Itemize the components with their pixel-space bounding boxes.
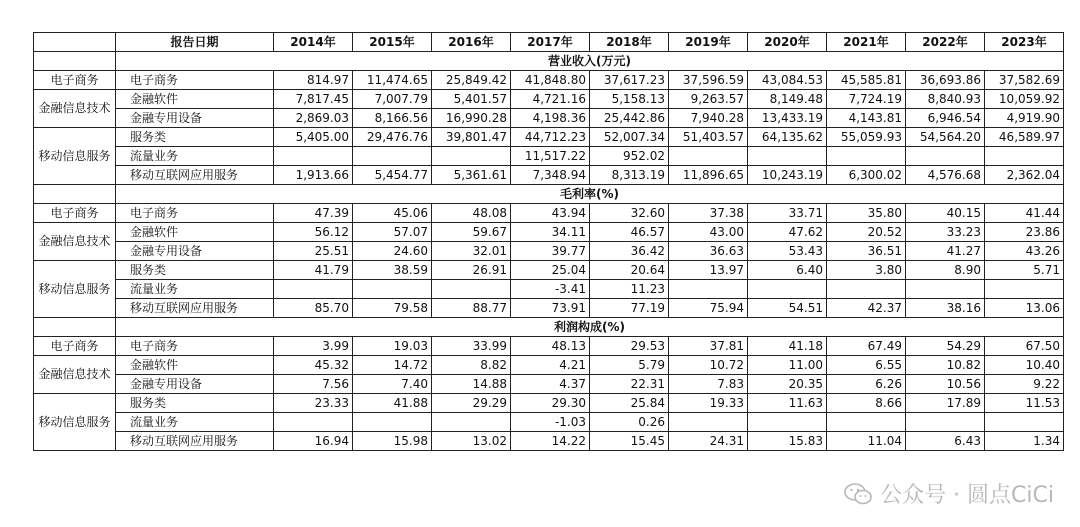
value-cell: 47.62 — [748, 223, 827, 242]
value-cell — [906, 280, 985, 299]
value-cell: 8,840.93 — [906, 90, 985, 109]
header-year: 2016年 — [432, 33, 511, 52]
value-cell: 36.63 — [669, 242, 748, 261]
value-cell — [669, 413, 748, 432]
value-cell: 13.06 — [985, 299, 1064, 318]
value-cell: 37,582.69 — [985, 71, 1064, 90]
value-cell: 6,946.54 — [906, 109, 985, 128]
value-cell: 4,576.68 — [906, 166, 985, 185]
value-cell: 814.97 — [274, 71, 353, 90]
value-cell: 5.71 — [985, 261, 1064, 280]
table-row — [34, 356, 1064, 375]
category-cell: 电子商务 — [34, 71, 116, 90]
section-blank — [34, 52, 116, 71]
value-cell: 7,940.28 — [669, 109, 748, 128]
value-cell: 2,362.04 — [985, 166, 1064, 185]
value-cell: 88.77 — [432, 299, 511, 318]
section-title: 利润构成(%) — [116, 318, 1064, 337]
value-cell — [353, 280, 432, 299]
value-cell: 4,143.81 — [827, 109, 906, 128]
table-row — [34, 413, 1064, 432]
value-cell: 13,433.19 — [748, 109, 827, 128]
value-cell: 29.29 — [432, 394, 511, 413]
row-label: 服务类 — [116, 394, 274, 413]
value-cell: 7.56 — [274, 375, 353, 394]
header-year: 2023年 — [985, 33, 1064, 52]
value-cell: 43.94 — [511, 204, 590, 223]
value-cell: 67.50 — [985, 337, 1064, 356]
value-cell: 54.51 — [748, 299, 827, 318]
value-cell — [432, 147, 511, 166]
value-cell: 36.42 — [590, 242, 669, 261]
table-row — [34, 280, 1064, 299]
value-cell: 7.83 — [669, 375, 748, 394]
value-cell: 41.27 — [906, 242, 985, 261]
value-cell: 1.34 — [985, 432, 1064, 451]
value-cell: 41,848.80 — [511, 71, 590, 90]
category-cell: 移动信息服务 — [34, 261, 116, 318]
row-label: 金融专用设备 — [116, 375, 274, 394]
table-row — [34, 71, 1064, 90]
table-row — [34, 223, 1064, 242]
value-cell: 48.13 — [511, 337, 590, 356]
value-cell: 45.06 — [353, 204, 432, 223]
value-cell: 6.40 — [748, 261, 827, 280]
value-cell — [669, 280, 748, 299]
value-cell: 24.31 — [669, 432, 748, 451]
value-cell: 2,869.03 — [274, 109, 353, 128]
value-cell: 0.26 — [590, 413, 669, 432]
value-cell: 55,059.93 — [827, 128, 906, 147]
value-cell — [353, 413, 432, 432]
row-label: 移动互联网应用服务 — [116, 299, 274, 318]
value-cell: 42.37 — [827, 299, 906, 318]
value-cell: 5,158.13 — [590, 90, 669, 109]
value-cell: 8.66 — [827, 394, 906, 413]
value-cell: 11,474.65 — [353, 71, 432, 90]
row-label: 流量业务 — [116, 413, 274, 432]
value-cell: 41.44 — [985, 204, 1064, 223]
category-cell: 电子商务 — [34, 204, 116, 223]
value-cell: 9.22 — [985, 375, 1064, 394]
value-cell — [432, 413, 511, 432]
value-cell: 6.43 — [906, 432, 985, 451]
category-cell: 移动信息服务 — [34, 128, 116, 185]
value-cell: 43.26 — [985, 242, 1064, 261]
value-cell — [985, 280, 1064, 299]
value-cell — [669, 147, 748, 166]
value-cell: 41.18 — [748, 337, 827, 356]
value-cell: 7,817.45 — [274, 90, 353, 109]
value-cell: 37,596.59 — [669, 71, 748, 90]
value-cell: 8,149.48 — [748, 90, 827, 109]
table-row — [34, 432, 1064, 451]
row-label: 流量业务 — [116, 147, 274, 166]
value-cell: 77.19 — [590, 299, 669, 318]
header-blank — [34, 33, 116, 52]
value-cell: 37,617.23 — [590, 71, 669, 90]
value-cell: 3.80 — [827, 261, 906, 280]
value-cell: 54.29 — [906, 337, 985, 356]
value-cell: 6,300.02 — [827, 166, 906, 185]
table-row — [34, 109, 1064, 128]
row-label: 服务类 — [116, 261, 274, 280]
value-cell: 45,585.81 — [827, 71, 906, 90]
value-cell: 5.79 — [590, 356, 669, 375]
value-cell — [274, 280, 353, 299]
value-cell — [748, 147, 827, 166]
value-cell: 10.56 — [906, 375, 985, 394]
value-cell: 16,990.28 — [432, 109, 511, 128]
value-cell: 51,403.57 — [669, 128, 748, 147]
value-cell: 33.23 — [906, 223, 985, 242]
value-cell: 20.35 — [748, 375, 827, 394]
value-cell: 8,313.19 — [590, 166, 669, 185]
value-cell — [432, 280, 511, 299]
value-cell: 13.02 — [432, 432, 511, 451]
value-cell: 7,724.19 — [827, 90, 906, 109]
value-cell: 8.90 — [906, 261, 985, 280]
value-cell: 33.71 — [748, 204, 827, 223]
table-row — [34, 166, 1064, 185]
value-cell: 54,564.20 — [906, 128, 985, 147]
table-row — [34, 128, 1064, 147]
section-row — [34, 52, 1064, 71]
value-cell: 10,243.19 — [748, 166, 827, 185]
value-cell: 38.59 — [353, 261, 432, 280]
row-label: 电子商务 — [116, 71, 274, 90]
value-cell: 43.00 — [669, 223, 748, 242]
value-cell: 29.30 — [511, 394, 590, 413]
value-cell: 19.33 — [669, 394, 748, 413]
value-cell: 7,348.94 — [511, 166, 590, 185]
value-cell — [353, 147, 432, 166]
value-cell: 11.04 — [827, 432, 906, 451]
row-label: 服务类 — [116, 128, 274, 147]
row-label: 流量业务 — [116, 280, 274, 299]
row-label: 金融专用设备 — [116, 109, 274, 128]
value-cell: 20.52 — [827, 223, 906, 242]
value-cell: 14.22 — [511, 432, 590, 451]
value-cell: 29,476.76 — [353, 128, 432, 147]
value-cell: 35.80 — [827, 204, 906, 223]
value-cell: 48.08 — [432, 204, 511, 223]
value-cell: 41.79 — [274, 261, 353, 280]
value-cell: 37.38 — [669, 204, 748, 223]
section-blank — [34, 185, 116, 204]
category-cell: 移动信息服务 — [34, 394, 116, 451]
value-cell: 40.15 — [906, 204, 985, 223]
category-cell: 金融信息技术 — [34, 90, 116, 128]
value-cell — [748, 413, 827, 432]
value-cell: 11.23 — [590, 280, 669, 299]
row-label: 电子商务 — [116, 204, 274, 223]
value-cell: 36.51 — [827, 242, 906, 261]
value-cell: 16.94 — [274, 432, 353, 451]
section-title: 营业收入(万元) — [116, 52, 1064, 71]
value-cell: 79.58 — [353, 299, 432, 318]
header-year: 2019年 — [669, 33, 748, 52]
value-cell: 25.04 — [511, 261, 590, 280]
value-cell: 15.83 — [748, 432, 827, 451]
value-cell: 5,361.61 — [432, 166, 511, 185]
value-cell: 34.11 — [511, 223, 590, 242]
value-cell: 10,059.92 — [985, 90, 1064, 109]
value-cell: 20.64 — [590, 261, 669, 280]
value-cell: 33.99 — [432, 337, 511, 356]
row-label: 移动互联网应用服务 — [116, 166, 274, 185]
value-cell — [827, 280, 906, 299]
section-title: 毛利率(%) — [116, 185, 1064, 204]
value-cell: 6.26 — [827, 375, 906, 394]
value-cell — [274, 413, 353, 432]
value-cell: 25,442.86 — [590, 109, 669, 128]
value-cell: 46.57 — [590, 223, 669, 242]
table-row — [34, 90, 1064, 109]
value-cell: 4.37 — [511, 375, 590, 394]
header-row — [34, 33, 1064, 52]
row-label: 金融软件 — [116, 90, 274, 109]
value-cell: 11.63 — [748, 394, 827, 413]
value-cell: 5,401.57 — [432, 90, 511, 109]
value-cell: 85.70 — [274, 299, 353, 318]
value-cell: 5,405.00 — [274, 128, 353, 147]
value-cell: 10.40 — [985, 356, 1064, 375]
value-cell — [827, 413, 906, 432]
value-cell: 73.91 — [511, 299, 590, 318]
row-label: 金融专用设备 — [116, 242, 274, 261]
value-cell: 17.89 — [906, 394, 985, 413]
row-label: 金融软件 — [116, 356, 274, 375]
table-row — [34, 394, 1064, 413]
watermark — [844, 478, 1054, 509]
row-label: 移动互联网应用服务 — [116, 432, 274, 451]
value-cell: 53.43 — [748, 242, 827, 261]
value-cell: 15.45 — [590, 432, 669, 451]
value-cell — [906, 147, 985, 166]
section-row — [34, 318, 1064, 337]
watermark-text: 公众号 · 圆点CiCi — [880, 483, 1054, 508]
value-cell: 14.72 — [353, 356, 432, 375]
header-year: 2018年 — [590, 33, 669, 52]
category-cell: 金融信息技术 — [34, 356, 116, 394]
category-cell: 金融信息技术 — [34, 223, 116, 261]
value-cell: 11,517.22 — [511, 147, 590, 166]
value-cell: 39.77 — [511, 242, 590, 261]
value-cell — [985, 413, 1064, 432]
value-cell: 7.40 — [353, 375, 432, 394]
value-cell: 9,263.57 — [669, 90, 748, 109]
header-report-date: 报告日期 — [116, 33, 274, 52]
value-cell: 75.94 — [669, 299, 748, 318]
value-cell: 25.51 — [274, 242, 353, 261]
value-cell: 39,801.47 — [432, 128, 511, 147]
value-cell: 26.91 — [432, 261, 511, 280]
value-cell: 64,135.62 — [748, 128, 827, 147]
value-cell: 11,896.65 — [669, 166, 748, 185]
value-cell: 4,198.36 — [511, 109, 590, 128]
value-cell: 43,084.53 — [748, 71, 827, 90]
value-cell: 37.81 — [669, 337, 748, 356]
value-cell: 8.82 — [432, 356, 511, 375]
value-cell: 15.98 — [353, 432, 432, 451]
value-cell: 32.60 — [590, 204, 669, 223]
value-cell: 4.21 — [511, 356, 590, 375]
table-row — [34, 242, 1064, 261]
value-cell: 10.82 — [906, 356, 985, 375]
value-cell: -3.41 — [511, 280, 590, 299]
table-row — [34, 261, 1064, 280]
value-cell — [748, 280, 827, 299]
value-cell: 4,919.90 — [985, 109, 1064, 128]
value-cell: 56.12 — [274, 223, 353, 242]
value-cell: 57.07 — [353, 223, 432, 242]
value-cell: 25.84 — [590, 394, 669, 413]
header-year: 2022年 — [906, 33, 985, 52]
table-row — [34, 204, 1064, 223]
value-cell: 13.97 — [669, 261, 748, 280]
value-cell: 10.72 — [669, 356, 748, 375]
header-year: 2015年 — [353, 33, 432, 52]
value-cell: 46,589.97 — [985, 128, 1064, 147]
header-year: 2021年 — [827, 33, 906, 52]
section-blank — [34, 318, 116, 337]
row-label: 电子商务 — [116, 337, 274, 356]
wechat-icon — [844, 482, 872, 506]
value-cell: 11.00 — [748, 356, 827, 375]
header-year: 2017年 — [511, 33, 590, 52]
row-label: 金融软件 — [116, 223, 274, 242]
value-cell: -1.03 — [511, 413, 590, 432]
financial-table — [33, 32, 1064, 451]
value-cell: 14.88 — [432, 375, 511, 394]
value-cell: 59.67 — [432, 223, 511, 242]
value-cell: 8,166.56 — [353, 109, 432, 128]
value-cell: 19.03 — [353, 337, 432, 356]
value-cell: 11.53 — [985, 394, 1064, 413]
value-cell — [274, 147, 353, 166]
value-cell: 67.49 — [827, 337, 906, 356]
value-cell: 36,693.86 — [906, 71, 985, 90]
value-cell: 5,454.77 — [353, 166, 432, 185]
header-year: 2014年 — [274, 33, 353, 52]
category-cell: 电子商务 — [34, 337, 116, 356]
table-row — [34, 375, 1064, 394]
value-cell: 3.99 — [274, 337, 353, 356]
value-cell — [985, 147, 1064, 166]
value-cell — [827, 147, 906, 166]
value-cell: 52,007.34 — [590, 128, 669, 147]
value-cell: 41.88 — [353, 394, 432, 413]
value-cell: 25,849.42 — [432, 71, 511, 90]
value-cell: 23.86 — [985, 223, 1064, 242]
value-cell: 7,007.79 — [353, 90, 432, 109]
value-cell: 47.39 — [274, 204, 353, 223]
value-cell: 23.33 — [274, 394, 353, 413]
table-row — [34, 337, 1064, 356]
value-cell: 29.53 — [590, 337, 669, 356]
value-cell: 22.31 — [590, 375, 669, 394]
value-cell: 44,712.23 — [511, 128, 590, 147]
value-cell: 1,913.66 — [274, 166, 353, 185]
value-cell — [906, 413, 985, 432]
table-row — [34, 299, 1064, 318]
section-row — [34, 185, 1064, 204]
value-cell: 24.60 — [353, 242, 432, 261]
header-year: 2020年 — [748, 33, 827, 52]
table-row — [34, 147, 1064, 166]
value-cell: 6.55 — [827, 356, 906, 375]
value-cell: 32.01 — [432, 242, 511, 261]
value-cell: 45.32 — [274, 356, 353, 375]
value-cell: 952.02 — [590, 147, 669, 166]
value-cell: 4,721.16 — [511, 90, 590, 109]
value-cell: 38.16 — [906, 299, 985, 318]
